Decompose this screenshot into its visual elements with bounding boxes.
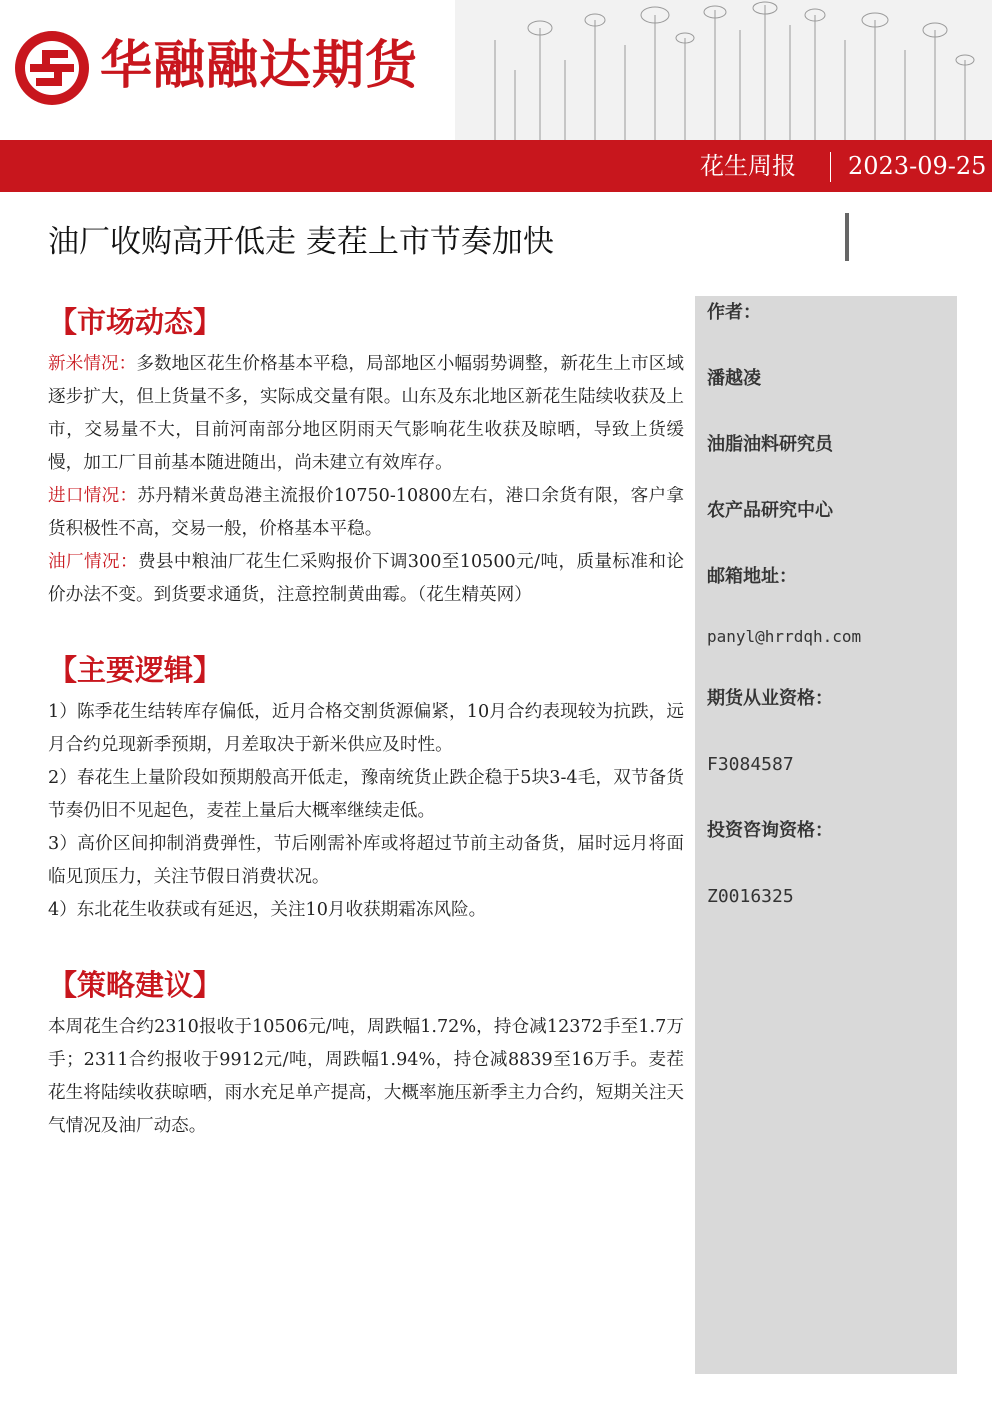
main-content [48, 296, 684, 1143]
author-label: 作者： [707, 302, 761, 323]
logic-item: 3）高价区间抑制消费弹性，节后刚需补库或将超过节前主动备货，届时远月将面临见顶压力，关注节假日消费状况。 [48, 834, 684, 887]
market-item-text: 多数地区花生价格基本平稳，局部地区小幅弱势调整，新花生上市区域逐步扩大，但上货量不多，实际成交量有限。山东及东北地区新花生陆续收获及上市，交易量不大，目前河南部分地区阴雨天气影响花生收获及晾晒，导致上货缓慢，加工厂目前基本随进随出，尚未建立有效库存。 [48, 354, 684, 473]
advisory-cert-number: Z0016325 [707, 886, 794, 907]
title-accent-line [845, 213, 849, 261]
market-item-text: 费县中粮油厂花生仁采购报价下调300至10500元/吨，质量标准和论价办法不变。到货要求通货，注意控制黄曲霉。（花生精英网） [48, 552, 684, 605]
logic-item: 2）春花生上量阶段如预期般高开低走，豫南统货止跌企稳于5块3-4毛，双节备货节奏仍旧不见起色，麦茬上量后大概率继续走低。 [48, 768, 684, 821]
section-title-logic: 【主要逻辑】 [48, 653, 223, 687]
market-item [48, 348, 684, 480]
author-position: 油脂油料研究员 [707, 434, 833, 455]
decorative-pattern [455, 0, 992, 140]
title-bar-divider [830, 152, 831, 182]
section-title-market: 【市场动态】 [48, 305, 223, 339]
strategy-text: 本周花生合约2310报收于10506元/吨，周跌幅1.72%，持仓减12372手至1.7万手；2311合约报收于9912元/吨，周跌幅1.94%，持仓减8839至16万手。麦茬花生将陆续收获晾晒，雨水充足单产提高，大概率施压新季主力合约，短期关注天气情况及油厂动态。 [48, 1017, 684, 1136]
market-item-label: 新米情况： [48, 354, 137, 374]
market-item-label: 油厂情况： [48, 552, 138, 572]
company-logo-icon [12, 28, 92, 108]
report-date: 2023-09-25 [848, 152, 987, 180]
report-type: 花生周报 [700, 152, 796, 180]
page-header [0, 0, 992, 140]
advisory-cert-label: 投资咨询资格： [707, 820, 833, 841]
section-title-strategy: 【策略建议】 [48, 968, 223, 1002]
futures-cert-label: 期货从业资格： [707, 688, 833, 709]
author-sidebar [695, 296, 957, 1374]
title-bar [0, 140, 992, 192]
company-name: 华融融达期货 [100, 36, 419, 96]
author-department: 农产品研究中心 [707, 500, 833, 521]
logic-item: 1）陈季花生结转库存偏低，近月合格交割货源偏紧，10月合约表现较为抗跌，远月合约兑现新季预期，月差取决于新米供应及时性。 [48, 702, 684, 755]
futures-cert-number: F3084587 [707, 754, 794, 775]
market-item-label: 进口情况： [48, 486, 138, 506]
market-item-text: 苏丹精米黄岛港主流报价10750-10800左右，港口余货有限，客户拿货积极性不高，交易一般，价格基本平稳。 [48, 486, 684, 539]
email-label: 邮箱地址： [707, 566, 797, 587]
market-item [48, 546, 684, 612]
email-link[interactable]: panyl@hrrdqh.com [707, 627, 862, 646]
author-name: 潘越凌 [707, 368, 761, 389]
page-title: 油厂收购高开低走 麦茬上市节奏加快 [48, 224, 554, 260]
logic-item: 4）东北花生收获或有延迟，关注10月收获期霜冻风险。 [48, 900, 487, 920]
market-item [48, 480, 684, 546]
